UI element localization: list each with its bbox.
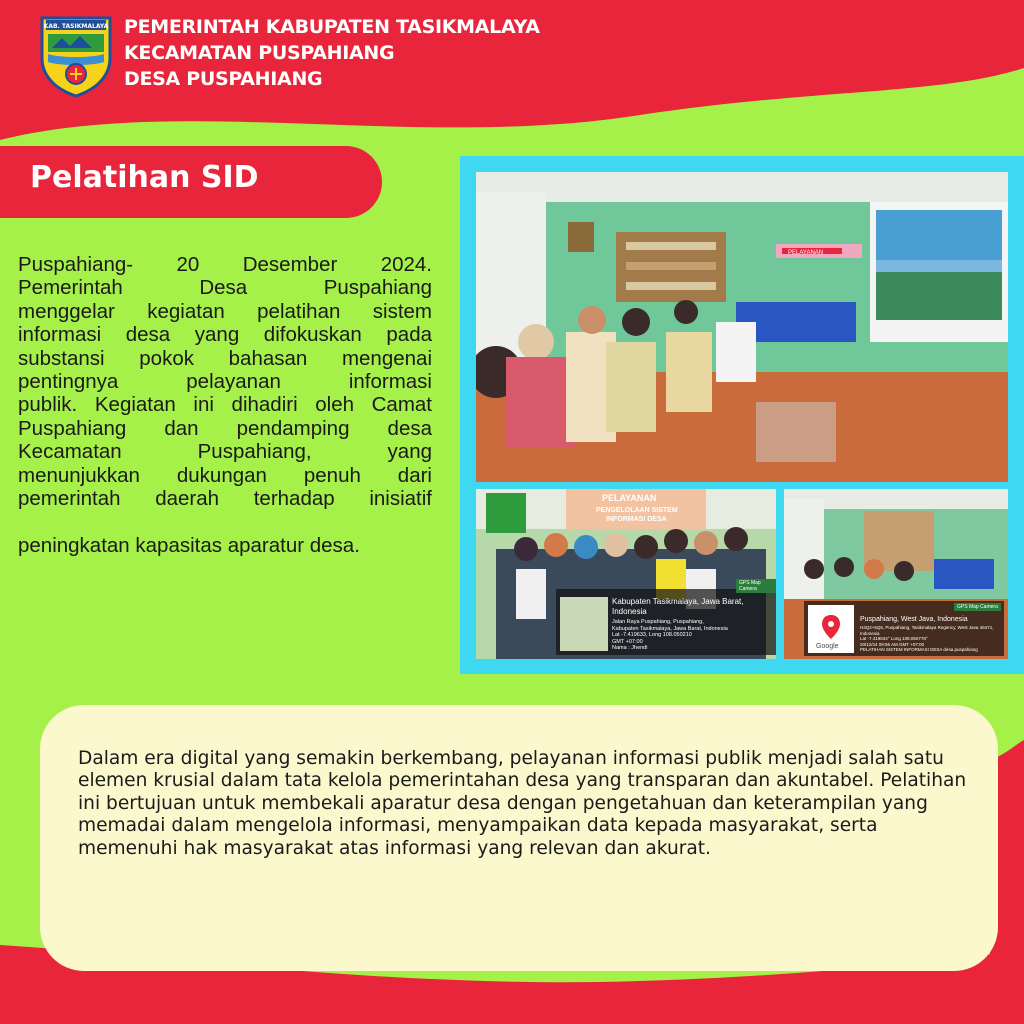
article-line: informasi desa yang difokuskan pada xyxy=(18,323,432,347)
article-line: pemerintah daerah terhadap inisiatif xyxy=(18,487,432,511)
gps-camera-tag: GPS Map Camera xyxy=(736,579,776,593)
header-government-line: PEMERINTAH KABUPATEN TASIKMALAYA xyxy=(124,16,540,38)
gps-location-title: Puspahiang, West Java, Indonesia xyxy=(860,616,968,623)
summary-paragraph: Dalam era digital yang semakin berkembang, pelayanan informasi publik menjadi salah satu elemen krusial dalam tata kelola pemerintahan desa yang transparan dan akuntabel. Pelatihan ini bertujuan untuk membekali aparatur desa dengan pengetahuan dan keterampilan yang memadai dalam mengelola informasi, menyampaikan data kepada masyarakat, serta memenuhi hak masyarakat atas informasi yang relevan dan akurat. xyxy=(78,748,967,859)
map-thumbnail xyxy=(560,597,608,651)
article-paragraph xyxy=(18,253,432,510)
article-line: menggelar kegiatan pelatihan sistem xyxy=(18,299,432,323)
group-banner-line: INFORMASI DESA xyxy=(606,516,667,523)
training-room-photo xyxy=(476,172,1008,482)
meeting-room-photo xyxy=(784,489,1008,659)
gps-location-detail: H3Q2+5Q5, Puspahiang, Tasikmalaya Regency, West Java 46471, Indonesia Lat -7.419634° Long 108.050778° 20/12/24 09:56 AM GMT +07:00 PELATIHAN SISTEM INFORMASI DESA desa puspahiang xyxy=(860,625,994,652)
tasikmalaya-emblem-logo xyxy=(38,12,114,98)
main-banner-text: PELAYANAN xyxy=(788,250,824,256)
article-line: publik. Kegiatan ini dihadiri oleh Camat xyxy=(18,393,432,417)
article-line: Pemerintah Desa Puspahiang xyxy=(18,276,432,300)
article-line: Puspahiang- 20 Desember 2024. xyxy=(18,253,432,276)
header-village-line: DESA PUSPAHIANG xyxy=(124,68,323,90)
article-last-line: peningkatan kapasitas aparatur desa. xyxy=(18,534,360,557)
article-line: menunjukkan dukungan penuh dari xyxy=(18,463,432,487)
gps-location-detail: Jalan Raya Puspahiang, Puspahiang, Kabupaten Tasikmalaya, Jawa Barat, Indonesia Lat -7.419633, Long 108.050210 GMT +07:00 Nama : Jhendi xyxy=(612,619,728,652)
group-banner-line: PENGELOLAAN SISTEM xyxy=(596,507,678,514)
article-line: Kecamatan Puspahiang, yang xyxy=(18,440,432,464)
group-photo xyxy=(476,489,776,659)
gps-stamp-room xyxy=(804,601,1004,656)
header-district-line: KECAMATAN PUSPAHIANG xyxy=(124,42,395,64)
map-thumbnail xyxy=(808,605,854,653)
article-line: Puspahiang dan pendamping desa xyxy=(18,416,432,440)
gps-stamp-group xyxy=(556,580,776,655)
google-brand: Google xyxy=(816,643,839,650)
article-line: substansi pokok bahasan mengenai xyxy=(18,346,432,370)
gps-location-title: Kabupaten Tasikmalaya, Jawa Barat, Indonesia xyxy=(612,597,744,616)
page-title: Pelatihan SID xyxy=(30,160,259,195)
gps-camera-tag: GPS Map Camera xyxy=(954,603,1001,611)
group-banner-title: PELAYANAN xyxy=(602,493,657,503)
logo-text: KAB. TASIKMALAYA xyxy=(43,23,109,30)
article-line: pentingnya pelayanan informasi xyxy=(18,370,432,394)
